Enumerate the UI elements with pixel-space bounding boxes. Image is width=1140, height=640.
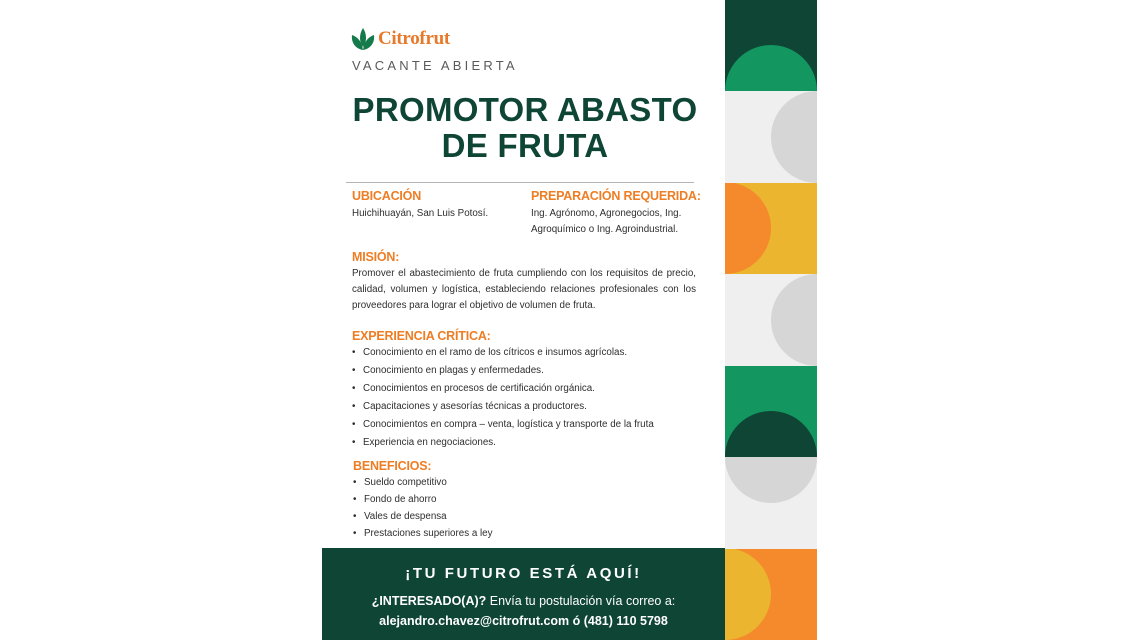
job-title-line-2: DE FRUTA	[441, 127, 609, 164]
mission-text: Promover el abastecimiento de fruta cumpliendo con los requisitos de precio, calidad, volumen y logística, estableciendo relaciones profesionales con los proveedores para lograr el objetivo de volumen de fruta.	[352, 268, 696, 311]
benefits-list	[353, 474, 653, 542]
list-item: • Conocimientos en compra – venta, logística y transporte de la fruta	[352, 416, 702, 434]
divider	[346, 182, 694, 183]
preparation-line-1: Ing. Agrónomo, Agronegocios, Ing.	[531, 208, 682, 219]
job-title-line-1: PROMOTOR ABASTO	[352, 91, 698, 128]
footer-banner	[322, 548, 725, 640]
decorative-pattern	[725, 0, 817, 640]
list-item: • Conocimiento en plagas y enfermedades.	[352, 362, 702, 380]
job-title	[322, 92, 728, 164]
footer-title: ¡TU FUTURO ESTÁ AQUÍ!	[405, 565, 642, 582]
list-item: • Conocimientos en procesos de certificación orgánica.	[352, 380, 702, 398]
brand-name: Citrofrut	[378, 28, 450, 49]
experience-heading: EXPERIENCIA CRÍTICA:	[352, 329, 491, 343]
leaf-icon	[350, 27, 376, 51]
benefits-heading: BENEFICIOS:	[353, 459, 432, 473]
list-item: • Vales de despensa	[353, 508, 653, 525]
list-item: • Sueldo competitivo	[353, 474, 653, 491]
preparation-text	[531, 206, 711, 238]
list-item: • Prestaciones superiores a ley	[353, 525, 653, 542]
vacancy-flyer	[322, 0, 725, 640]
instruction-text: Envía tu postulación vía correo a:	[486, 594, 676, 608]
vacancy-kicker: VACANTE ABIERTA	[352, 58, 518, 73]
list-item: • Capacitaciones y asesorías técnicas a productores.	[352, 398, 702, 416]
preparation-line-2: Agroquímico o Ing. Agroindustrial.	[531, 224, 679, 235]
preparation-heading: PREPARACIÓN REQUERIDA:	[531, 189, 701, 203]
list-item: • Fondo de ahorro	[353, 491, 653, 508]
location-heading: UBICACIÓN	[352, 189, 422, 203]
footer-instruction-line	[322, 594, 725, 608]
brand-logo	[350, 27, 450, 51]
experience-list	[352, 344, 702, 452]
interested-label: ¿INTERESADO(A)?	[371, 594, 487, 608]
mission-heading: MISIÓN:	[352, 250, 400, 264]
list-item: • Conocimiento en el ramo de los cítricos e insumos agrícolas.	[352, 344, 702, 362]
location-text: Huichihuayán, San Luis Potosí.	[352, 208, 489, 219]
list-item: • Experiencia en negociaciones.	[352, 434, 702, 452]
contact-info: alejandro.chavez@citrofrut.com ó (481) 110 5798	[379, 614, 668, 628]
